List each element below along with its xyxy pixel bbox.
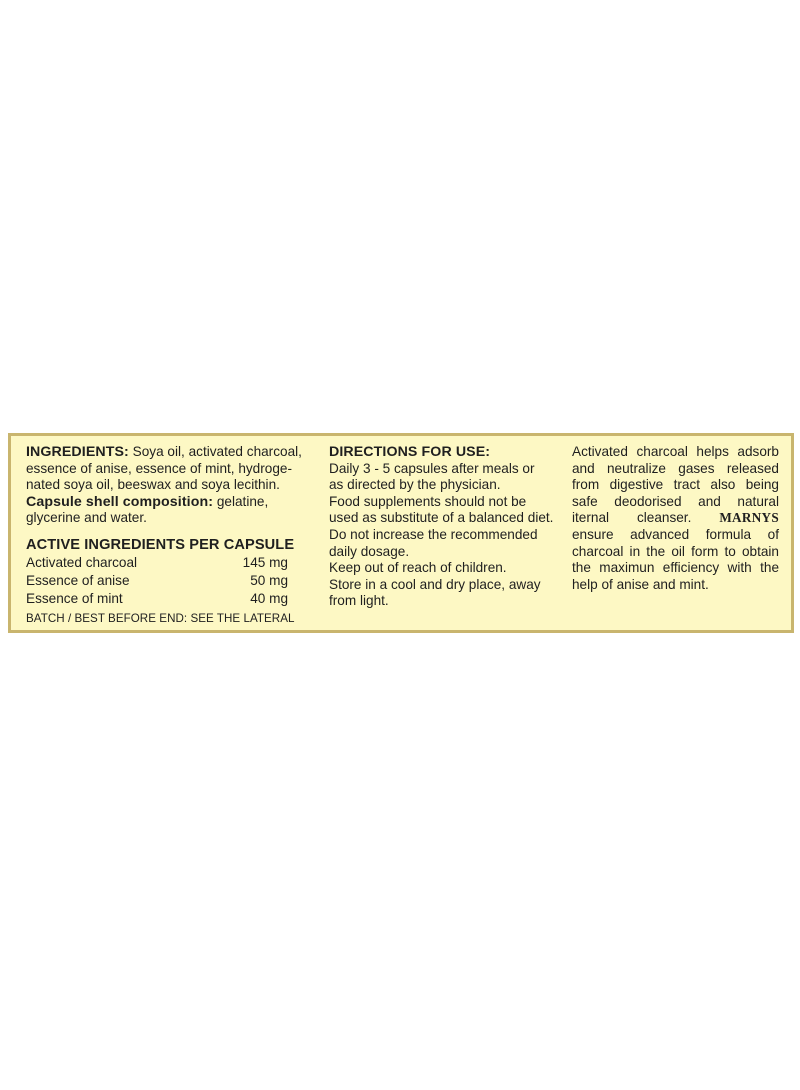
ingredients-text-2: essence of anise, essence of mint, hydroge- [26,460,292,476]
directions-line: Keep out of reach of children. [329,560,507,576]
active-ingredient-name: Essence of anise [26,572,130,588]
active-ingredient-amount: 50 mg [250,572,288,588]
active-ingredient-name: Activated charcoal [26,554,138,570]
directions-line: Do not increase the recommended [329,526,538,542]
description-column [572,444,779,593]
capsule-shell-text: gelatine, [213,493,269,509]
directions-line: Daily 3 - 5 capsules after meals or [329,460,535,476]
active-ingredients-heading: ACTIVE INGREDIENTS PER CAPSULE [26,536,295,553]
directions-line: from light. [329,593,389,609]
ingredients-text-1: Soya oil, activated charcoal, [128,444,302,459]
description-line: charcoal in the oil form to obtain [572,543,779,559]
description-line: ensure advanced formula of [572,526,779,542]
directions-line: used as substitute of a balanced diet. [329,510,554,526]
ingredients-text-3: nated soya oil, beeswax and soya lecithin. [26,477,280,493]
active-ingredient-name: Essence of mint [26,591,123,607]
ingredients-column [26,444,326,627]
directions-line: Food supplements should not be [329,493,527,509]
capsule-shell-heading: Capsule shell composition: [26,493,214,510]
description-line: and neutralize gases released [572,460,779,476]
capsule-shell-line [26,494,326,511]
description-line: Activated charcoal helps adsorb [572,444,779,459]
active-ingredient-amount: 145 mg [242,554,288,570]
active-ingredient-row [26,554,288,572]
directions-column [329,444,561,610]
description-line: the maximun efficiency with the [572,560,779,576]
directions-line: as directed by the physician. [329,477,501,493]
brand-name: MARNYS [719,510,779,526]
ingredients-heading: INGREDIENTS: [26,444,129,460]
ingredients-line-1 [26,444,326,461]
capsule-shell-text-2: glycerine and water. [26,510,147,526]
active-ingredient-row [26,572,288,590]
batch-note: BATCH / BEST BEFORE END: SEE THE LATERAL [26,611,295,625]
description-line-with-brand [572,510,779,527]
description-line: iternal cleanser. [572,510,692,526]
directions-line: Store in a cool and dry place, away [329,576,541,592]
description-line: from digestive tract also being [572,477,779,493]
description-line: safe deodorised and natural [572,493,779,509]
description-line: help of anise and mint. [572,576,709,592]
active-ingredient-amount: 40 mg [250,591,288,607]
directions-heading: DIRECTIONS FOR USE: [329,444,491,460]
directions-line: daily dosage. [329,543,410,559]
active-ingredient-row [26,590,288,608]
product-label-panel [8,433,794,633]
